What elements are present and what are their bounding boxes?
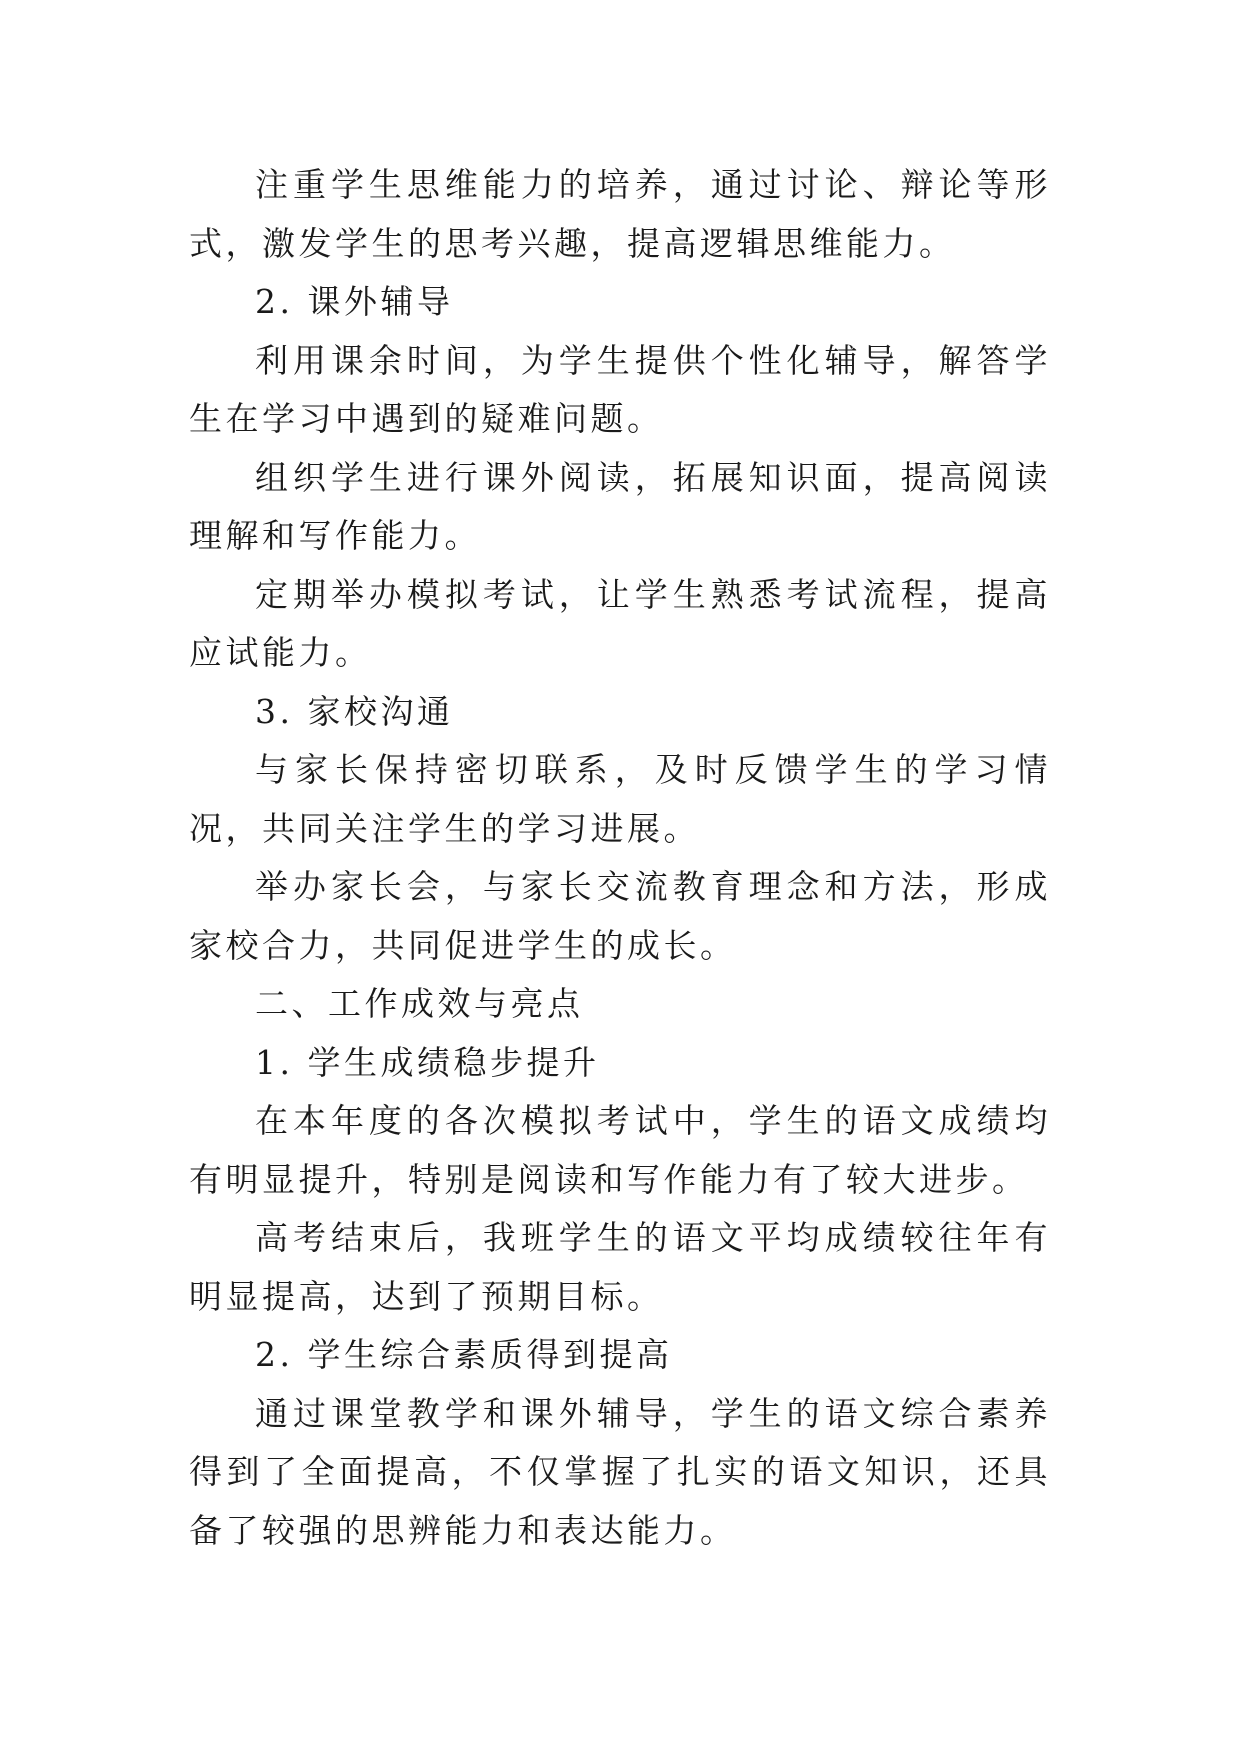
paragraph: 在本年度的各次模拟考试中，学生的语文成绩均有明显提升，特别是阅读和写作能力有了较大进步。 bbox=[189, 1101, 1051, 1199]
section-heading: 2. 学生综合素质得到提高 bbox=[255, 1335, 673, 1374]
paragraph: 与家长保持密切联系，及时反馈学生的学习情况，共同关注学生的学习进展。 bbox=[189, 750, 1051, 848]
section-heading: 2. 课外辅导 bbox=[255, 282, 454, 321]
paragraph: 通过课堂教学和课外辅导，学生的语文综合素养得到了全面提高，不仅掌握了扎实的语文知识，还具备了较强的思辨能力和表达能力。 bbox=[189, 1393, 1051, 1550]
paragraph: 组织学生进行课外阅读，拓展知识面，提高阅读理解和写作能力。 bbox=[189, 457, 1051, 555]
section-heading: 3. 家校沟通 bbox=[255, 691, 454, 731]
paragraph: 注重学生思维能力的培养，通过讨论、辩论等形式，激发学生的思考兴趣，提高逻辑思维能力。 bbox=[189, 165, 1051, 263]
paragraph: 定期举办模拟考试，让学生熟悉考试流程，提高应试能力。 bbox=[189, 574, 1051, 672]
section-heading: 1. 学生成绩稳步提升 bbox=[255, 1042, 600, 1082]
paragraph: 利用课余时间，为学生提供个性化辅导，解答学生在学习中遇到的疑难问题。 bbox=[189, 340, 1051, 438]
document-body bbox=[189, 156, 1051, 1560]
paragraph: 举办家长会，与家长交流教育理念和方法，形成家校合力，共同促进学生的成长。 bbox=[189, 867, 1051, 965]
chapter-heading: 二、工作成效与亮点 bbox=[255, 984, 584, 1023]
paragraph: 高考结束后，我班学生的语文平均成绩较往年有明显提高，达到了预期目标。 bbox=[189, 1218, 1051, 1316]
